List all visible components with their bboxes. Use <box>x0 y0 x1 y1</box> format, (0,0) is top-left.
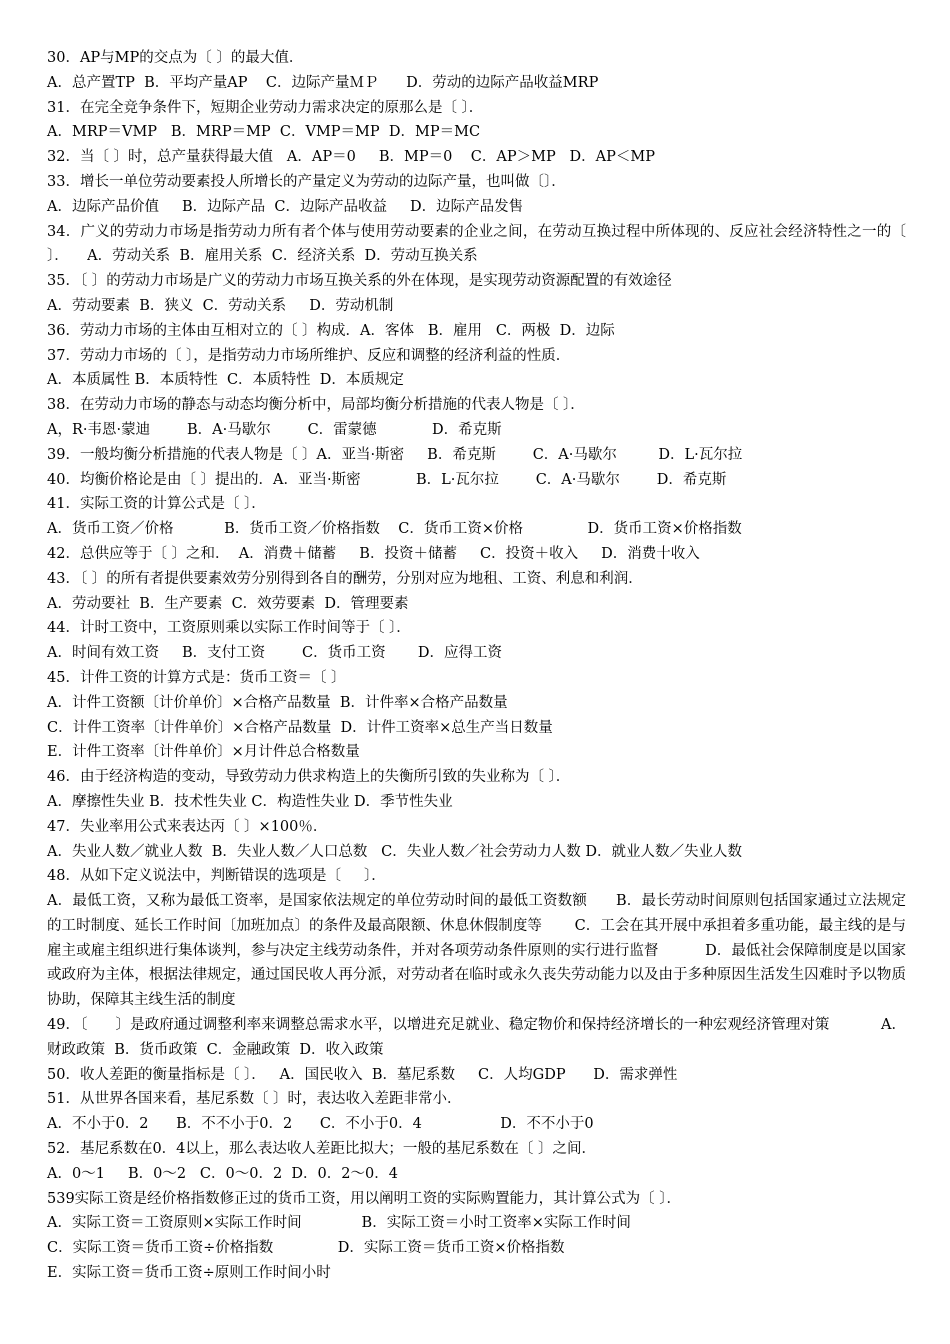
text-line: 43．〔 〕的所有者提供要素效劳分别得到各自的酬劳，分别对应为地租、工资、利息和利润． <box>47 570 643 587</box>
text-line: C．计件工资率〔计件单价〕×合格产品数量 D．计件工资率×总生产当日数量 <box>47 719 553 736</box>
text-line: E．计件工资率〔计件单价〕×月计件总合格数量 <box>47 744 360 761</box>
text-line: A，R·韦恩·蒙迪 B．A·马歇尔 C．雷蒙德 D．希克斯 <box>47 421 502 438</box>
text-line: 36．劳动力市场的主体由互相对立的〔 〕构成．A．客体 B．雇用 C．两极 D．边际 <box>47 322 615 339</box>
text-line: A．不小于0．2 B．不不小于0．2 C．不小于0．4 D．不不小于0 <box>47 1116 594 1133</box>
text-line: 32．当〔 〕时，总产量获得最大值 A．AP＝0 B．MP＝0 C．AP＞MP D．AP＜MP <box>47 149 655 166</box>
text-line: 38．在劳动力市场的静态与动态均衡分析中，局部均衡分析措施的代表人物是〔 〕． <box>47 397 585 414</box>
text-line: A．摩擦性失业 B．技术性失业 C．构造性失业 D．季节性失业 <box>47 793 453 810</box>
text-line: 30．AP与MP的交点为〔 〕的最大值． <box>47 50 304 66</box>
text-line: 31．在完全竞争条件下，短期企业劳动力需求决定的原那么是〔 〕． <box>47 99 484 116</box>
text-line: A．边际产品价值 B．边际产品 C．边际产品收益 D．边际产品发售 <box>47 198 524 215</box>
text-line: 35．〔 〕的劳动力市场是广义的劳动力市场互换关系的外在体现，是实现劳动资源配置的有效途径 <box>47 273 672 290</box>
text-line: 539实际工资是经价格指数修正过的货币工资，用以阐明工资的实际购置能力，其计算公式为〔 〕． <box>47 1190 682 1207</box>
text-line: 51．从世界各国来看，基尼系数〔 〕时，表达收入差距非常小． <box>47 1091 462 1108</box>
text-line: 46．由于经济构造的变动，导致劳动力供求构造上的失衡所引致的失业称为〔 〕． <box>47 769 571 786</box>
text-line: E．实际工资＝货币工资÷原则工作时间小时 <box>47 1265 331 1282</box>
text-line: 49．〔 〕是政府通过调整利率来调整总需求水平，以增进充足就业、稳定物价和保持经济增长的一种宏观经济管理对策 A．财政政策 B．货币政策 C．金融政策 D．收入政策 <box>47 1017 906 1058</box>
text-line: C．实际工资＝货币工资÷价格指数 D．实际工资＝货币工资×价格指数 <box>47 1240 565 1257</box>
text-line: 41．实际工资的计算公式是〔 〕． <box>47 496 266 513</box>
text-line: 34．广义的劳动力市场是指劳动力所有者个体与使用劳动要素的企业之间，在劳动互换过程中所体现的、反应社会经济特性之一的〔 〕． A．劳动关系 B．雇用关系 C．经济关系 D．劳动互换关系 <box>47 223 911 265</box>
text-line: A．0～1 B．0～2 C．0～0．2 D．0．2～0．4 <box>47 1165 398 1182</box>
text-line: 42．总供应等于〔 〕之和． A．消费＋储蓄 B．投资＋储蓄 C．投资＋收入 D．消费十收入 <box>47 545 700 562</box>
text-line: 44．计时工资中，工资原则乘以实际工作时间等于〔 〕． <box>47 620 411 637</box>
text-line: 48．从如下定义说法中，判断错误的选项是〔 〕． <box>47 868 386 885</box>
text-line: 47．失业率用公式来表达丙〔 〕×100％． <box>47 818 328 835</box>
text-line: A．最低工资，又称为最低工资率，是国家依法规定的单位劳动时间的最低工资数额 B．最长劳动时间原则包括国家通过立法规定的工时制度、延长工作时间〔加班加点〕的条件及最高限额、休息休假制度等 C．工会在其开展中承担着多重功能，最主线的是与雇主或雇主组织进行集体谈判，参与决定主线劳动条件，并对各项劳动条件原则的实行进行监督 D．最低社会保障制度是以国家或政府为主体，根据法律规定，通过国民收人再分派，对劳动者在临时或永久丧失劳动能力以及由于多种原因生活发生囚难时予以物质协助，保障其主线生活的制度 <box>47 893 906 1009</box>
text-line: A．本质属性 B．本质特性 C．本质特性 D．本质规定 <box>47 372 404 389</box>
text-line: 39．一般均衡分析措施的代表人物是〔 〕A．亚当·斯密 B．希克斯 C．A·马歇尔 D．L·瓦尔拉 <box>47 446 743 463</box>
text-line: 37．劳动力市场的〔 〕，是指劳动力市场所维护、反应和调整的经济利益的性质． <box>47 347 571 364</box>
text-line: A．货币工资／价格 B．货币工资／价格指数 C．货币工资×价格 D．货币工资×价格指数 <box>47 521 742 538</box>
text-line: 45．计件工资的计算方式是：货币工资＝〔 〕 <box>47 669 346 686</box>
text-line: A．劳动要素 B．狭义 C．劳动关系 D．劳动机制 <box>47 297 394 314</box>
text-line: A．失业人数／就业人数 B．失业人数／人口总数 C．失业人数／社会劳动力人数 D．就业人数／失业人数 <box>47 843 742 860</box>
text-line: A．计件工资额〔计价单价〕×合格产品数量 B．计件率×合格产品数量 <box>47 694 508 711</box>
text-line: A．时间有效工资 B．支付工资 C．货币工资 D．应得工资 <box>47 645 503 662</box>
text-line: A．MRP＝VMP B．MRP＝MP C．VMP＝MP D．MP＝MC <box>47 124 481 141</box>
text-line: 33．增长一单位劳动要素投人所增长的产量定义为劳动的边际产量，也叫做〔〕． <box>47 173 566 190</box>
text-line: 52．基尼系数在0．4以上，那么表达收人差距比拟大；一般的基尼系数在〔 〕之间． <box>47 1141 597 1158</box>
text-line: 50．收人差距的衡量指标是〔 〕． A．国民收入 B．墓尼系数 C．人均GDP D．需求弹性 <box>47 1066 678 1083</box>
text-line: A．劳动要社 B．生产要素 C．效劳要素 D．管理要素 <box>47 595 409 612</box>
text-line: A．实际工资＝工资原则×实际工作时间 B．实际工资＝小时工资率×实际工作时间 <box>47 1215 631 1232</box>
text-line: A．总产置TP B．平均产量AP C．边际产量ＭＰ D．劳动的边际产品收益MRP <box>47 74 599 91</box>
text-line: 40．均衡价格论是由〔 〕提出的．A．亚当·斯密 B．L·瓦尔拉 C．A·马歇尔 D．希克斯 <box>47 471 727 488</box>
